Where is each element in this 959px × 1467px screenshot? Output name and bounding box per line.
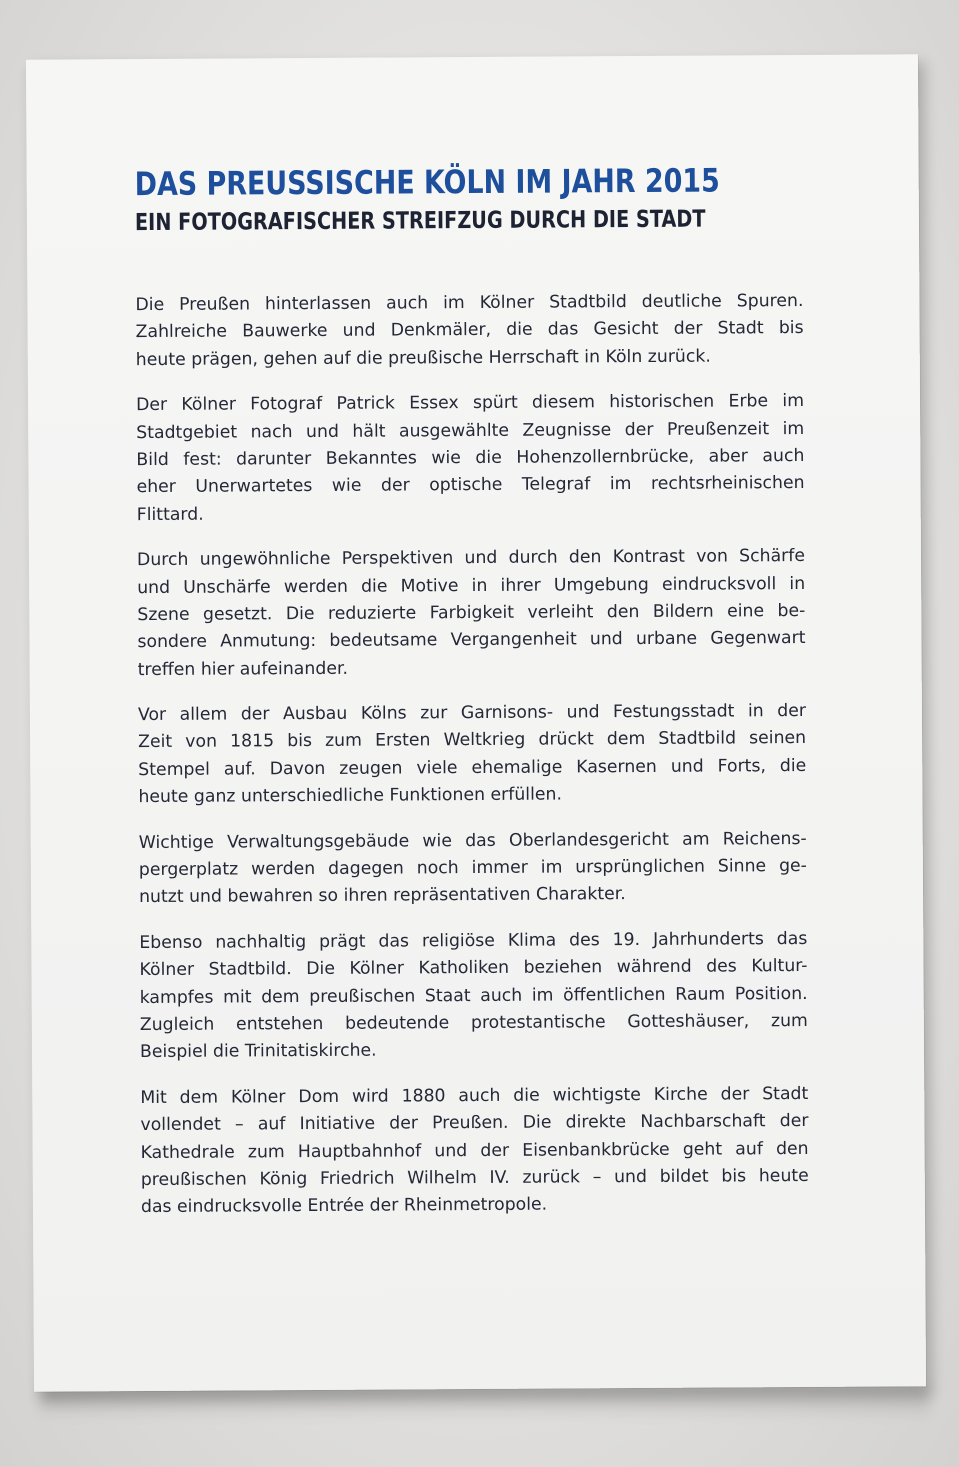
paragraph-line: das eindrucksvolle Entrée der Rheinmetropole. (140, 1194, 548, 1218)
sign-paragraph (139, 926, 808, 1067)
paragraph-line: Der Kölner Fotograf Patrick Essex spürt diesem historischen Erbe im (135, 391, 805, 416)
paragraph-line: sondere Anmutung: bedeutsame Vergangenheit und urbane Gegenwart (137, 628, 806, 653)
paragraph-line: pergerplatz werden dagegen noch immer im ursprünglichen Sinne ge- (138, 856, 807, 881)
paragraph-line: Flittard. (136, 504, 204, 525)
paragraph-line: Wichtige Verwaltungsgebäude wie das Oberlandesgericht am Reichens- (138, 828, 807, 853)
paragraph-line: treffen hier aufeinander. (137, 658, 349, 680)
sign-paragraph (135, 288, 803, 374)
paragraph-line: Bild fest: darunter Bekanntes wie die Hohenzollernbrücke, aber auch (136, 445, 805, 471)
paragraph-line: Kölner Stadtbild. Die Kölner Katholiken beziehen während des Kultur- (139, 956, 808, 981)
paragraph-line: Zugleich entstehen bedeutende protestantische Gotteshäuser, zum (139, 1010, 808, 1036)
paragraph-line: Vor allem der Ausbau Kölns zur Garnisons- und Festungsstadt in der (137, 701, 806, 726)
sign-paragraph (136, 388, 805, 529)
paragraph-line: und Unschärfe werden die Motive in ihrer Umgebung eindrucksvoll in (137, 573, 806, 598)
paragraph-line: Mit dem Kölner Dom wird 1880 auch die wichtigste Kirche der Stadt (140, 1083, 809, 1108)
paragraph-line: Stadtgebiet nach und hält ausgewählte Zeugnisse der Preußenzeit im (136, 418, 805, 443)
paragraph-line: Die Preußen hinterlassen auch im Kölner Stadtbild deutliche Spuren. (135, 290, 804, 316)
exhibition-sign-panel (26, 54, 926, 1391)
paragraph-line: vollendet – auf Initiative der Preußen. Die direkte Nachbarschaft der (140, 1111, 809, 1136)
sign-content (135, 160, 810, 1240)
paragraph-line: Beispiel die Trinitatiskirche. (139, 1040, 377, 1063)
paragraph-line: Zeit von 1815 bis zum Ersten Weltkrieg drückt dem Stadtbild seinen (138, 728, 807, 753)
paragraph-line: Kathedrale zum Hauptbahnhof und der Eisenbankbrücke geht auf den (140, 1138, 809, 1163)
sign-body (135, 288, 809, 1222)
sign-subtitle: EIN FOTOGRAFISCHER STREIFZUG DURCH DIE STADT (134, 204, 706, 237)
sign-paragraph (137, 543, 806, 684)
sign-paragraph (139, 826, 807, 912)
paragraph-line: Stempel auf. Davon zeugen viele ehemalige Kasernen und Forts, die (138, 755, 807, 780)
sign-paragraph (138, 698, 807, 812)
paragraph-line: Szene gesetzt. Die reduzierte Farbigkeit verleiht den Bildern eine be- (137, 600, 806, 625)
paragraph-line: kampfes mit dem preußischen Staat auch im öffentlichen Raum Position. (139, 983, 808, 1008)
paragraph-line: preußischen König Friedrich Wilhelm IV. zurück – und bildet bis heute (140, 1165, 809, 1190)
panel-shadow (40, 1388, 930, 1418)
sign-paragraph (140, 1081, 809, 1222)
paragraph-line: heute prägen, gehen auf die preußische Herrschaft in Köln zurück. (135, 346, 711, 370)
paragraph-line: heute ganz unterschiedliche Funktionen erfüllen. (138, 784, 563, 808)
sign-title: DAS PREUSSISCHE KÖLN IM JAHR 2015 (134, 161, 720, 204)
paragraph-line: nutzt und bewahren so ihren repräsentativen Charakter. (138, 884, 626, 908)
paragraph-line: Ebenso nachhaltig prägt das religiöse Klima des 19. Jahrhunderts das (139, 928, 808, 953)
paragraph-line: eher Unerwartetes wie der optische Telegraf im rechtsrheinischen (136, 473, 805, 498)
paragraph-line: Durch ungewöhnliche Perspektiven und durch den Kontrast von Schärfe (136, 546, 806, 571)
paragraph-line: Zahlreiche Bauwerke und Denkmäler, die das Gesicht der Stadt bis (135, 318, 804, 343)
